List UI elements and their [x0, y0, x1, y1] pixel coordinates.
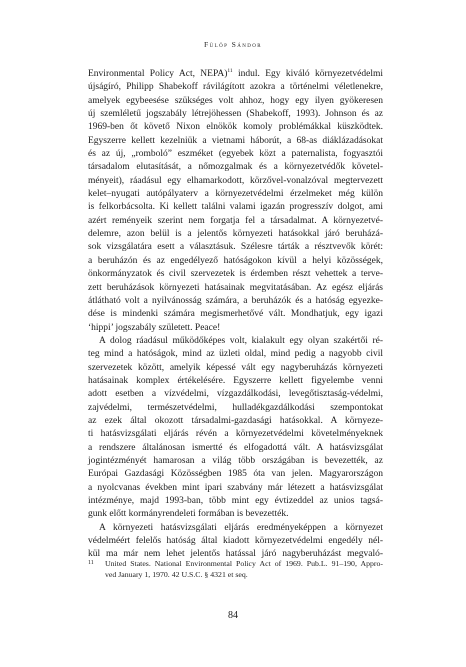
footnote-text — [105, 558, 383, 580]
text-line: zajvédelmi, természetvédelmi, hulladékgazdálkodási szempontokat — [88, 402, 383, 413]
footnote-number: 11 — [88, 560, 94, 566]
text-line: teg mind a hatóságok, mind az üzleti oldal, mind pedig a nagyobb civil — [88, 349, 383, 360]
text-line: amelyek egybeesése szükséges volt ahhoz, hogy egy ilyen gyökeresen — [88, 95, 383, 106]
running-header: Fülöp Sándor — [204, 40, 262, 49]
text-line: a nyolcvanas években mint ipari szabvány már létezett a hatásvizsgálat — [88, 482, 383, 493]
text-line: ti hatásvizsgálati eljárás révén a környezetvédelmi követelményeknek — [88, 429, 383, 440]
text-line: sok vizsgálatára esett a választásuk. Szélesre tárták a résztvevők körét: — [88, 242, 383, 253]
text-line: kelet–nyugati autópályaterv a környezetvédelmi érzelmeket még külön — [88, 189, 383, 200]
text-line: és az új, „romboló” eszméket (egyebek közt a paternalista, fogyasztói — [88, 149, 383, 160]
text-line: a beruházón és az engedélyező hatóságokon kívül a helyi közösségek, — [88, 255, 383, 266]
text-line: hatásainak komplex értékelésére. Egyszerre kellett figyelembe venni — [88, 375, 383, 386]
footnote-line: ved January 1, 1970. 42 U.S.C. § 4321 et seq. — [105, 570, 248, 579]
text-line: A dolog ráadásul működőképes volt, kialakult egy olyan szakértői ré- — [99, 335, 383, 346]
text-line: intézménye, majd 1993-ban, több mint egy évtizeddel az unios tagsá- — [88, 496, 383, 506]
text-line: védelméért felelős hatóság által kiadott környezetvédelmi engedély nél- — [88, 536, 383, 547]
text-line: önkormányzatok és civil szervezetek is érdemben részt vehettek a terve- — [88, 269, 383, 280]
text-line: azért reményeik szerint nem forgatja fel a társadalmat. A környezetvé- — [88, 215, 383, 226]
text-line: ményeit), ráadásul egy elhamarkodott, körzővel-vonalzóval megtervezett — [88, 175, 383, 186]
text-line: Environmental Policy Act, NEPA)$^{11}$ indul. Egy kiváló környezetvédelmi — [88, 67, 383, 79]
text-line: dése is mindenki számára megismerhetővé vált. Mondhatjuk, egy igazi — [88, 309, 383, 320]
text-line: adott esetben a vízvédelmi, vízgazdálkodási, levegőtisztaság-védelmi, — [88, 389, 383, 400]
page-number: 84 — [228, 610, 238, 621]
text-line: az ezek által okozott társadalmi-gazdasági hatásokkal. A környeze- — [88, 415, 383, 426]
text-line: ‘hippi’ jogszabály született. Peace! — [88, 322, 221, 333]
text-line: Európai Gazdasági Közösségben 1985 óta van jelen. Magyarországon — [88, 469, 383, 480]
text-line: új szemléletű jogszabály létrejöhessen (Shabekoff, 1993). Johnson és az — [88, 109, 383, 120]
text-line: A környezeti hatásvizsgálati eljárás eredményeképpen a környezet — [99, 522, 383, 533]
text-line: delemre, azon belül is a jelentős környezeti hatásokkal járó beruházá- — [88, 229, 383, 240]
text-line: átlátható volt a nyilvánosság számára, a beruházók és a hatóság egyezke- — [88, 295, 383, 306]
text-line: újságíró, Philipp Shabekoff rávilágított azokra a történelmi véletlenekre, — [88, 82, 383, 93]
body-text — [88, 68, 383, 562]
text-line: jogintézményét hamarosan a világ több országában is bevezették, az — [88, 455, 383, 466]
text-line: 1969-ben őt követő Nixon elnökök komoly problémákkal küszködtek. — [88, 122, 383, 133]
text-line: társadalom elutasítását, a nőmozgalmak és a környezetvédők követel- — [88, 162, 383, 173]
text-line: zett beruházások környezeti hatásainak megvitatásában. Az egész eljárás — [88, 282, 383, 293]
text-line: gunk előtt kormányrendeleti formában is bevezették. — [88, 509, 289, 520]
text-line: szervezetek között, amelyik képessé vált egy nagyberuházás környezeti — [88, 362, 383, 373]
footnote — [88, 558, 383, 580]
text-line: is felkorbácsolta. Ki kellett találni valami igazán progresszív dolgot, ami — [88, 202, 383, 213]
footnote-reference: 11 — [227, 67, 233, 74]
text-line: a rendszere általánosan ismertté és elfogadottá vált. A hatásvizsgálat — [88, 442, 383, 453]
text-line: kül ma már nem lehet jelentős hatással járó nagyberuházást megvaló- — [88, 549, 383, 560]
text-line: Egyszerre kellett kezelniük a vietnami háborút, a 68-as diáklázadásokat — [88, 135, 383, 146]
footnote-line: United States. National Environmental Policy Act of 1969. Pub.L. 91–190, Appro- — [105, 559, 383, 568]
